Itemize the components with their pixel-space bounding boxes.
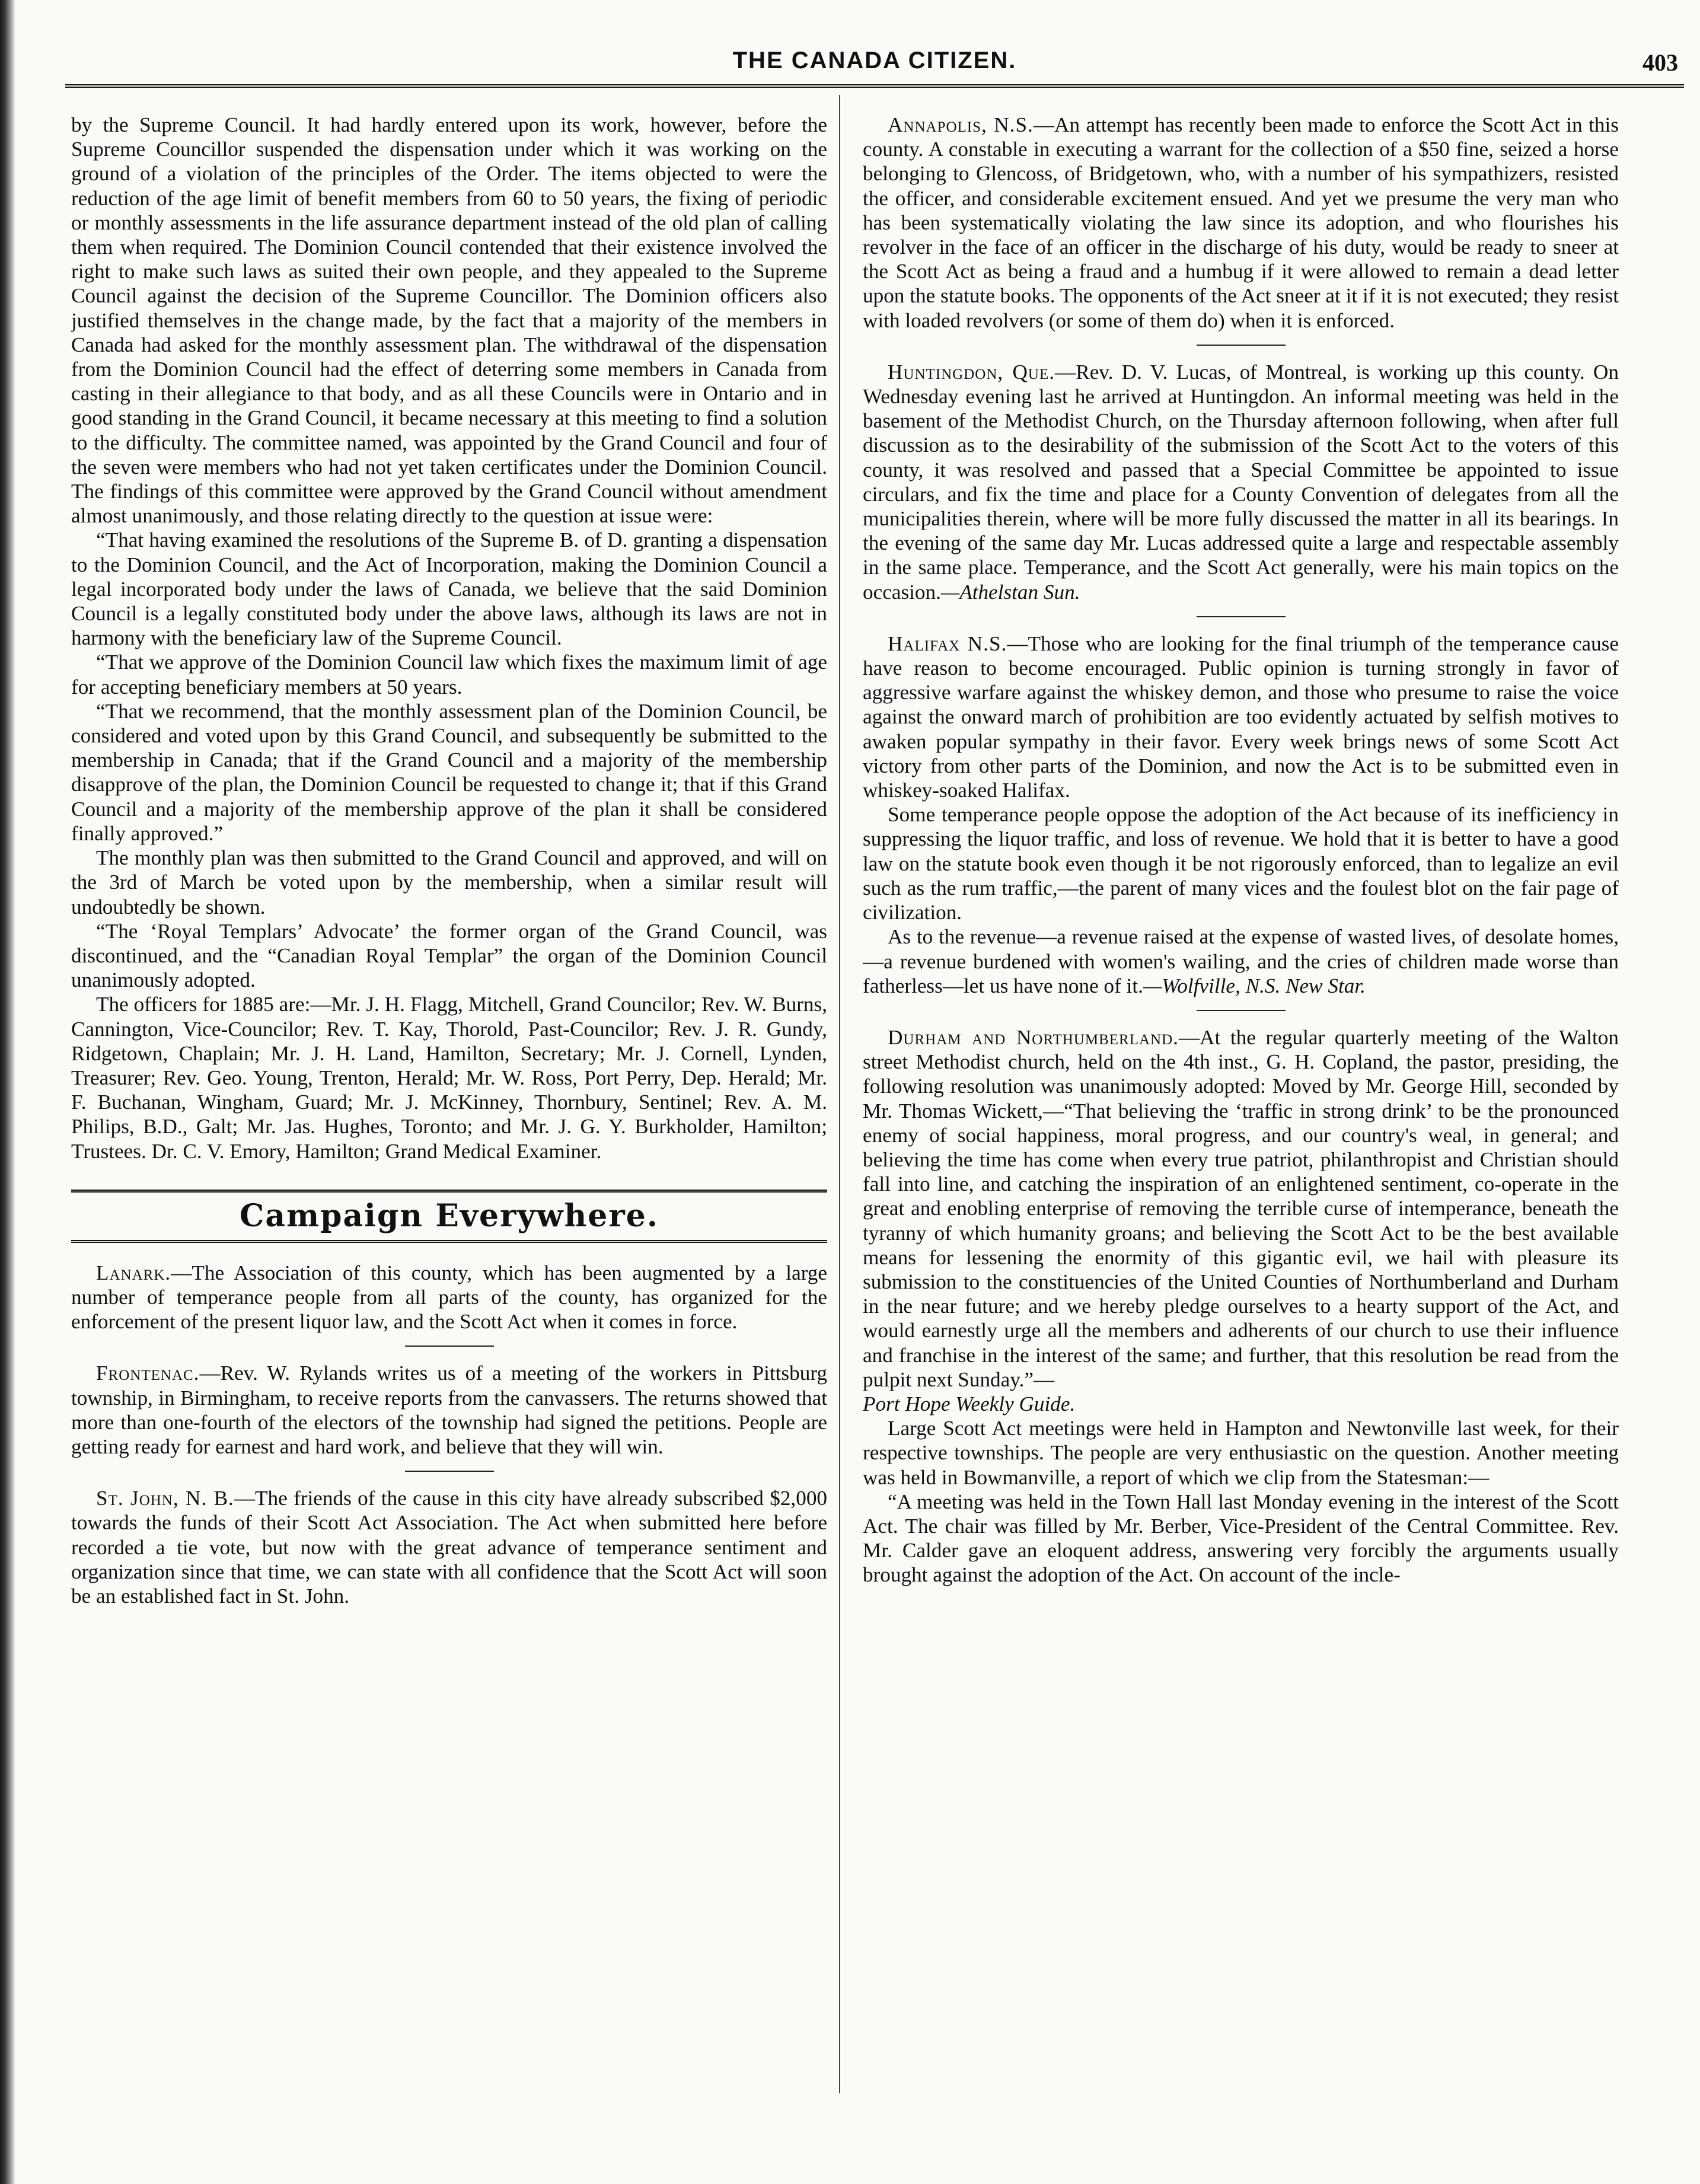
news-text: —Rev. D. V. Lucas, of Montreal, is working up this county. On Wednesday evening last he arrived at Huntingdon. An informal meeting was held in the basement of the Methodist Church, on the Thursday afternoon following, when after full discussion as to the desirability of the submission of the Scott Act to the voters of this county, it was resolved and passed that a Special Committee be appointed to issue circulars, and fix the time and place for a County Convention of delegates from all the municipalities therein, where will be more fully discussed the matter in all its bearings. In the evening of the same day Mr. Lucas addressed quite a large and respectable assembly in the same place. Temperance, and the Scott Act generally, were his main topics on the occasion.: [863, 360, 1619, 604]
left-column: [71, 113, 827, 2147]
news-text: —Rev. W. Rylands writes us of a meeting of the workers in Pittsburg township, in Birmingham, to receive reports from the canvassers. The returns showed that more than one-fourth of the electors of the township had signed the petitions. People are getting ready for earnest and hard work, and believe that they will win.: [71, 1362, 827, 1458]
item-separator: [1197, 1010, 1286, 1011]
report-quote: “A meeting was held in the Town Hall last Monday evening in the interest of the Scott Act. The chair was filled by Mr. Berber, Vice-President of the Central Committee. Rev. Mr. Calder gave an eloquent address, answering very forcibly the arguments usually brought against the adoption of the Act. On account of the incle-: [863, 1490, 1619, 1587]
news-text: —An attempt has recently been made to enforce the Scott Act in this county. A constable in executing a warrant for the collection of a $50 fine, seized a horse belonging to Glencoss, of Bridgetown, who, with a number of his sympathizers, resisted the officer, and considerable excitement ensued. And yet we presume the very man who has been systematically violating the law since its adoption, and who flourishes his revolver in the face of an officer in the discharge of his duty, would be ready to sneer at the Scott Act as being a fraud and a humbug if it were allowed to remain a dead letter upon the statute books. The opponents of the Act sneer at it if it is not executed; they resist with loaded revolvers (or some of them do) when it is enforced.: [863, 113, 1619, 332]
place-name: Durham and Northumberland.: [888, 1025, 1179, 1049]
place-name: Annapolis, N.S.: [888, 113, 1034, 136]
item-separator: [1197, 616, 1286, 617]
article-paragraph: Some temperance people oppose the adoption of the Act because of its inefficiency in suppressing the liquor traffic, and loss of revenue. We hold that it is better to have a good law on the statute book even though it be not rigorously enforced, than to legalize an evil such as the rum traffic,—the parent of many vices and the foulest blot on the fair page of civilization.: [863, 803, 1619, 924]
news-text: —The friends of the cause in this city have already subscribed $2,000 towards the funds of their Scott Act Association. The Act when submitted here before recorded a tie vote, but now with the great advance of temperance sentiment and organization since that time, we can state with all confidence that the Scott Act will soon be an established fact in St. John.: [71, 1487, 827, 1608]
news-item-st-john: [71, 1486, 827, 1608]
source-credit: Port Hope Weekly Guide.: [863, 1392, 1076, 1415]
page-edge-shadow: [0, 0, 15, 2184]
place-name: Lanark.: [96, 1261, 171, 1284]
page-number: 403: [1642, 49, 1678, 76]
news-item-huntingdon: [863, 360, 1619, 604]
item-separator: [1197, 345, 1286, 346]
header-rule: [65, 84, 1684, 88]
place-name: Frontenac.: [96, 1362, 200, 1385]
resolution-quote: “That we approve of the Dominion Council law which fixes the maximum limit of age for accepting beneficiary members at 50 years.: [71, 651, 827, 699]
item-separator: [405, 1471, 494, 1472]
source-credit: —Wolfville, N.S. New Star.: [1143, 974, 1366, 997]
section-rule-bottom: [71, 1240, 827, 1243]
news-text: —The Association of this county, which has been augmented by a large number of temperance people from all parts of the county, has organized for the enforcement of the present liquor law, and the Scott Act when it comes in force.: [71, 1261, 827, 1334]
place-name: Halifax N.S.: [888, 632, 1007, 655]
resolution-quote: “That we recommend, that the monthly assessment plan of the Dominion Council, be considered and voted upon by this Grand Council, and subsequently be submitted to the membership in Canada; that if the Grand Council and a majority of the membership disapprove of the plan, the Dominion Council be requested to change it; that if this Grand Council and a majority of the membership approve of the plan it shall be considered finally approved.”: [71, 699, 827, 845]
news-item-durham: [863, 1025, 1619, 1416]
section-heading-block: [71, 1190, 827, 1243]
news-item-lanark: [71, 1261, 827, 1334]
news-item-halifax: [863, 632, 1619, 802]
news-item-frontenac: [71, 1361, 827, 1459]
news-text: —Those who are looking for the final triumph of the temperance cause have reason to become encouraged. Public opinion is turning strongly in favor of aggressive warfare against the whiskey demon, and those who presume to raise the voice against the onward march of prohibition are too evidently actuated by selfish motives to awaken popular sympathy in their favor. Every week brings news of some Scott Act victory from other parts of the Dominion, and now the Act is to be submitted even in whiskey-soaked Halifax.: [863, 632, 1619, 802]
officers-list: The officers for 1885 are:—Mr. J. H. Flagg, Mitchell, Grand Councilor; Rev. W. Burns, Cannington, Vice-Councilor; Rev. T. Kay, Thorold, Past-Councilor; Rev. J. R. Gundy, Ridgetown, Chaplain; Mr. J. H. Land, Hamilton, Secretary; Mr. J. Cornell, Lynden, Treasurer; Rev. Geo. Young, Trenton, Herald; Mr. W. Ross, Port Perry, Dep. Herald; Mr. F. Buchanan, Wingham, Guard; Mr. J. McKinney, Thornbury, Sentinel; Rev. A. M. Philips, B.D., Galt; Mr. Jas. Hughes, Toronto; and Mr. J. G. Y. Burkholder, Hamilton; Trustees. Dr. C. V. Emory, Hamilton; Grand Medical Examiner.: [71, 993, 827, 1163]
article-paragraph: The monthly plan was then submitted to the Grand Council and approved, and will on the 3rd of March be voted upon by the membership, when a similar result will undoubtedly be shown.: [71, 846, 827, 919]
running-title: THE CANADA CITIZEN.: [732, 47, 1017, 74]
article-paragraph: [863, 924, 1619, 998]
right-column: [863, 113, 1619, 2147]
article-paragraph: by the Supreme Council. It had hardly entered upon its work, however, before the Supreme Councillor suspended the dispensation under which it was working on the ground of a violation of the principles of the Order. The items objected to were the reduction of the age limit of benefit members from 60 to 50 years, the fixing of periodic or monthly assessments in the life assurance department instead of the old plan of calling them when required. The Dominion Council contended that their existence involved the right to make such laws as suited their own people, and they appealed to the Supreme Council against the decision of the Supreme Councillor. The Dominion officers also justified themselves in the change made, by the fact that a majority of the members in Canada had asked for the monthly assessment plan. The withdrawal of the dispensation from the Dominion Council had the effect of deterring some members in Canada from casting in their allegiance to that body, and as all these Councils were in Ontario and in good standing in the Grand Council, it became necessary at this meeting to find a solution to the difficulty. The committee named, was appointed by the Grand Council and four of the seven were members who had not yet taken certificates under the Dominion Council. The findings of this committee were approved by the Grand Council without amendment almost unanimously, and those relating directly to the question at issue were:: [71, 113, 827, 528]
place-name: Huntingdon, Que.: [888, 360, 1055, 384]
source-credit: —Athelstan Sun.: [940, 580, 1080, 604]
news-item-annapolis: [863, 113, 1619, 333]
article-paragraph: “The ‘Royal Templars’ Advocate’ the former organ of the Grand Council, was discontinued, and the “Canadian Royal Templar” the organ of the Dominion Council unanimously adopted.: [71, 919, 827, 992]
resolution-quote: “That having examined the resolutions of the Supreme B. of D. granting a dispensation to the Dominion Council, and the Act of Incorporation, making the Dominion Council a legal incorporated body under the laws of Canada, we believe that the said Dominion Council is a legally constituted body under the above laws, although its laws are not in harmony with the beneficiary law of the Supreme Council.: [71, 528, 827, 650]
place-name: St. John, N. B.: [96, 1487, 234, 1510]
item-separator: [405, 1346, 494, 1347]
page-header: [65, 42, 1684, 89]
section-heading: Campaign Everywhere.: [240, 1197, 659, 1234]
column-divider: [839, 95, 840, 2093]
news-text: As to the revenue—a revenue raised at the expense of wasted lives, of desolate homes,—a revenue burdened with women's wailing, and the cries of children made worse than fatherless—let us have none of it.: [863, 925, 1619, 997]
news-text: —At the regular quarterly meeting of the Walton street Methodist church, held on the 4th inst., G. H. Copland, the pastor, presiding, the following resolution was unanimously adopted: Moved by Mr. George Hill, seconded by Mr. Thomas Wickett,—“That believing the ‘traffic in strong drink’ to be the pronounced enemy of social happiness, moral progress, and our country's weal, in general; and believing the time has come when every true patriot, philanthropist and Christian should fall into line, and catching the inspiration of an enlightened sentiment, co-operate in the great and enobling enterprise of removing the terrible curse of intemperance, beneath the tyranny of which humanity groans; and believing the Scott Act to be the best available means for lessening the enormity of this gigantic evil, we hail with pleasure its submission to the constituencies of the United Counties of Northumberland and Durham in the near future; and we hereby pledge ourselves to a hearty support of the Act, and would earnestly urge all the members and adherents of our church to use their influence and franchise in the interest of the same; and further, that this resolution be read from the pulpit next Sunday.”—: [863, 1025, 1619, 1391]
article-paragraph: Large Scott Act meetings were held in Hampton and Newtonville last week, for their respective townships. The people are very enthusiastic on the question. Another meeting was held in Bowmanville, a report of which we clip from the Statesman:—: [863, 1417, 1619, 1489]
